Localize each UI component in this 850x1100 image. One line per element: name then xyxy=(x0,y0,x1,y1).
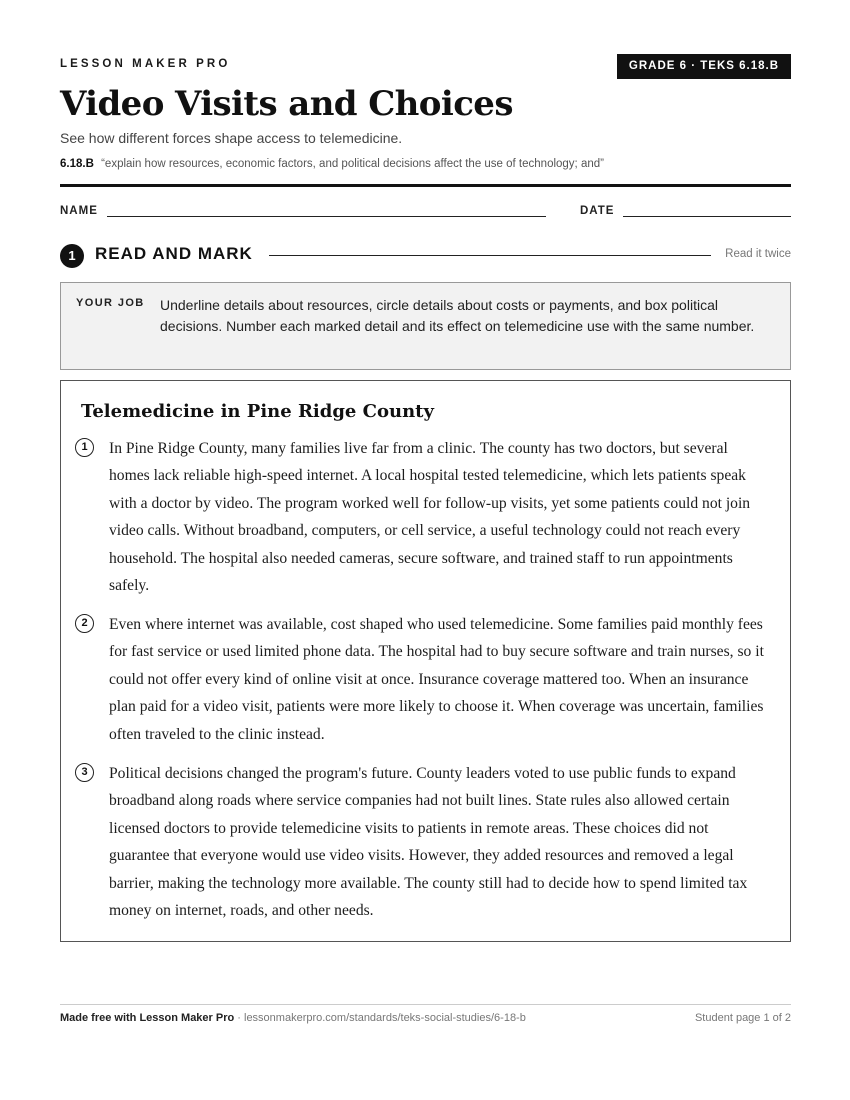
reading-title: Telemedicine in Pine Ridge County xyxy=(81,401,434,422)
footer-made-with: Made free with Lesson Maker Pro xyxy=(60,1012,235,1024)
page-title: Video Visits and Choices xyxy=(60,84,513,124)
footer-credit xyxy=(60,1012,526,1024)
paragraph-text-2: Even where internet was available, cost shaped who used telemedicine. Some families paid monthly fees for fast service or used limited phone data. The hospital had to buy secure software and train nurses, so it could not offer every kind of online visit at once. Insurance coverage mattered too. When an insurance plan paid for a video visit, patients were more likely to choose it. When coverage was uncertain, families often traveled to the clinic instead. xyxy=(109,616,764,743)
standard-text: “explain how resources, economic factors, and political decisions affect the use of technology; and” xyxy=(101,158,604,170)
date-field[interactable] xyxy=(623,216,791,217)
job-instructions-box xyxy=(60,282,791,370)
standard-statement xyxy=(60,158,604,170)
worksheet-page xyxy=(60,0,791,1100)
brand-name: LESSON MAKER PRO xyxy=(60,58,231,70)
footer-url[interactable]: · lessonmakerpro.com/standards/teks-social-studies/6-18-b xyxy=(234,1012,526,1024)
name-field[interactable] xyxy=(107,216,546,217)
grade-badge: GRADE 6 · TEKS 6.18.B xyxy=(617,54,791,79)
section-divider xyxy=(269,255,711,256)
paragraph-number-2: 2 xyxy=(75,614,94,633)
paragraph-number-1: 1 xyxy=(75,438,94,457)
page-subtitle: See how different forces shape access to telemedicine. xyxy=(60,130,403,146)
section-title: READ AND MARK xyxy=(95,244,253,263)
standard-code: 6.18.B xyxy=(60,158,94,170)
paragraph-number-3: 3 xyxy=(75,763,94,782)
reading-passage xyxy=(60,380,791,942)
job-text: Underline details about resources, circle details about costs or payments, and box political decisions. Number each marked detail and its effect on telemedicine use with the same number. xyxy=(160,297,755,334)
section-number-badge: 1 xyxy=(60,244,84,268)
paragraph-text-1: In Pine Ridge County, many families live far from a clinic. The county has two doctors, but several homes lack reliable high-speed internet. A local hospital tested telemedicine, which lets patients speak with a doctor by video. The program worked well for follow-up visits, yet some patients could not join video calls. Without broadband, computers, or cell service, a useful technology could not reach every household. The hospital also needed cameras, secure software, and trained staff to run appointments safely. xyxy=(109,440,751,595)
section-hint: Read it twice xyxy=(725,248,791,260)
job-label: YOUR JOB xyxy=(76,297,145,309)
date-label: DATE xyxy=(580,205,615,217)
paragraph-text-3: Political decisions changed the program's future. County leaders voted to use public funds to expand broadband along roads where service companies had not built lines. State rules also allowed certain licensed doctors to provide telemedicine visits to patients in remote areas. These choices did not guarantee that everyone would use video visits. However, they added resources and removed a legal barrier, making the technology more available. The county still had to decide how to spend limited tax money on internet, roads, and other needs. xyxy=(109,765,748,920)
header-divider xyxy=(60,184,791,187)
name-label: NAME xyxy=(60,205,98,217)
footer-divider xyxy=(60,1004,791,1005)
footer-page-number: Student page 1 of 2 xyxy=(694,1012,791,1024)
